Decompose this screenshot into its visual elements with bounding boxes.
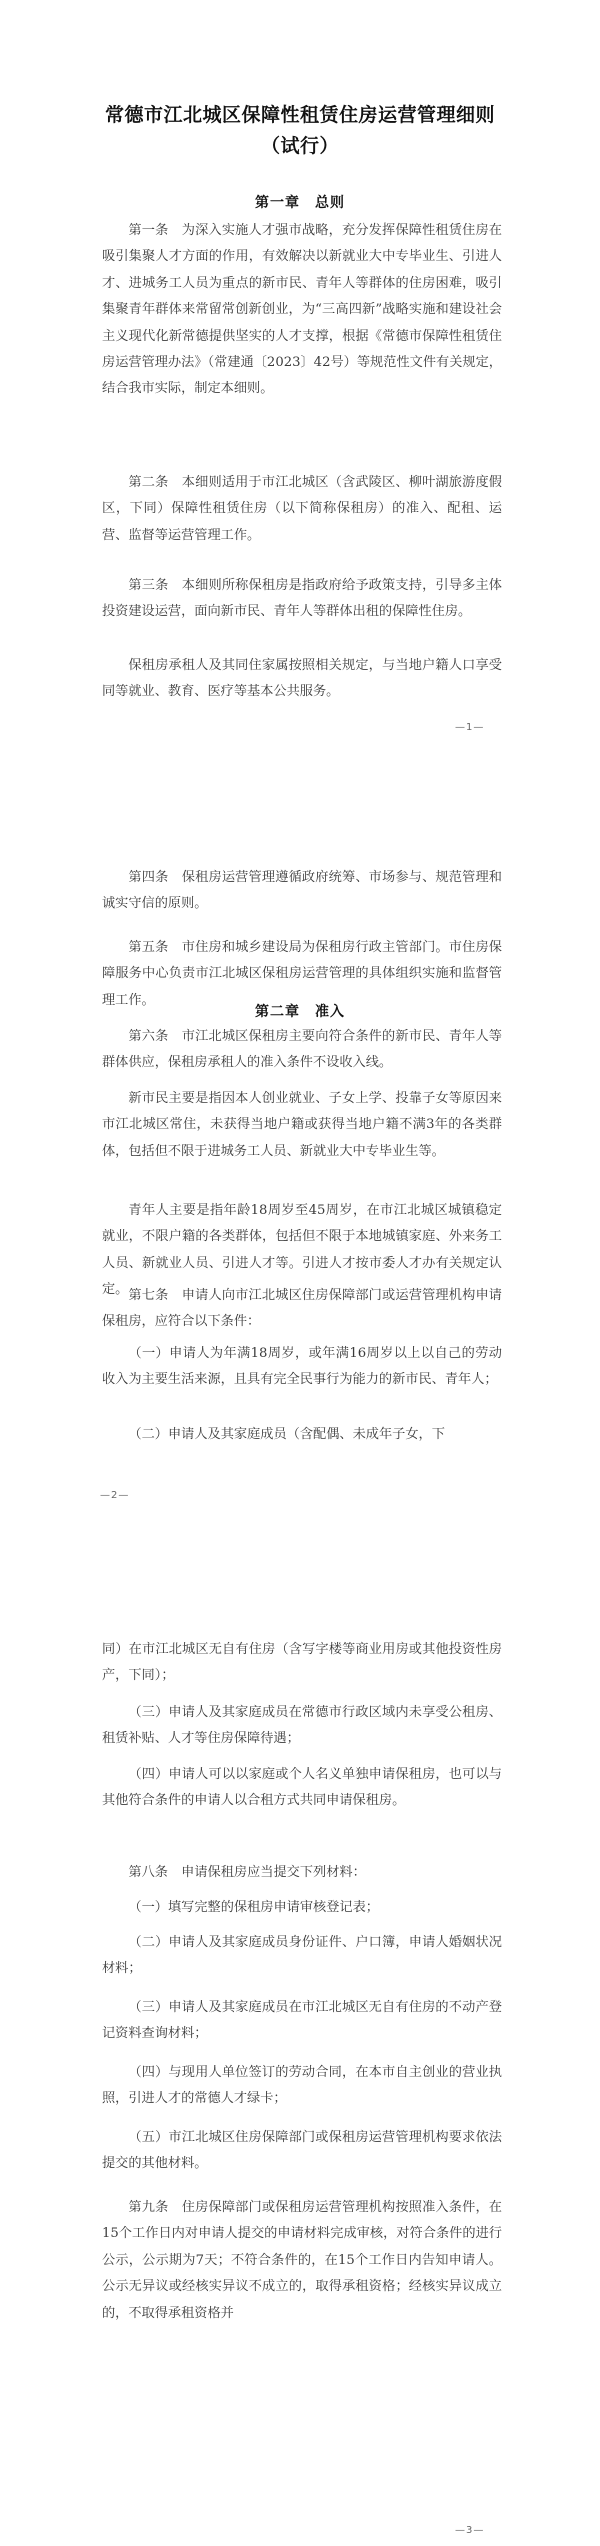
document-title-line1: 常德市江北城区保障性租赁住房运营管理细则: [104, 104, 495, 126]
article-8: 第八条 申请保租房应当提交下列材料：: [128, 1865, 366, 1880]
article-2: 第二条 本细则适用于市江北城区（含武陵区、柳叶湖旅游度假区，下同）保障性租赁住房（以下简称保租房）的准入、配租、运营、监督等运营管理工作。: [102, 475, 502, 543]
article-4: 第四条 保租房运营管理遵循政府统筹、市场参与、规范管理和诚实守信的原则。: [102, 870, 502, 912]
chapter-heading-2: 第二章 准入: [255, 1004, 345, 1020]
article-7-item-4: （四）申请人可以以家庭或个人名义单独申请保租房，也可以与其他符合条件的申请人以合租方式共同申请保租房。: [102, 1767, 502, 1809]
article-8-item-2: （二）申请人及其家庭成员身份证件、户口簿，申请人婚姻状况材料；: [102, 1935, 502, 1977]
page-number-3: —3—: [455, 2525, 485, 2536]
article-1: 第一条 为深入实施人才强市战略，充分发挥保障性租赁住房在吸引集聚人才方面的作用，有效解决以新就业大中专毕业生、引进人才、进城务工人员为重点的新市民、青年人等群体的住房困难，吸引集聚青年群体来常留常创新创业，为“三高四新”战略实施和建设社会主义现代化新常德提供坚实的人才支撑，根据《常德市保障性租赁住房运营管理办法》（常建通〔2023〕42号）等规范性文件有关规定，结合我市实际，制定本细则。: [102, 223, 502, 397]
page-number-2: —2—: [100, 1490, 130, 1501]
article-3-paragraph: 保租房承租人及其同住家属按照相关规定，与当地户籍人口享受同等就业、教育、医疗等基本公共服务。: [102, 658, 502, 700]
article-9: 第九条 住房保障部门或保租房运营管理机构按照准入条件，在15个工作日内对申请人提交的申请材料完成审核，对符合条件的进行公示，公示期为7天；不符合条件的，在15个工作日内告知申请人。公示无异议或经核实异议不成立的，取得承租资格；经核实异议成立的，不取得承租资格并: [102, 2200, 502, 2321]
article-7: 第七条 申请人向市江北城区住房保障部门或运营管理机构申请保租房，应符合以下条件：: [102, 1288, 502, 1330]
article-5: 第五条 市住房和城乡建设局为保租房行政主管部门。市住房保障服务中心负责市江北城区保租房运营管理的具体组织实施和监督管理工作。: [102, 940, 502, 1008]
article-3: 第三条 本细则所称保租房是指政府给予政策支持，引导多主体投资建设运营，面向新市民、青年人等群体出租的保障性住房。: [102, 578, 502, 620]
article-8-item-5: （五）市江北城区住房保障部门或保租房运营管理机构要求依法提交的其他材料。: [102, 2130, 502, 2172]
article-7-item-1: （一）申请人为年满18周岁，或年满16周岁以上以自己的劳动收入为主要生活来源，且具有完全民事行为能力的新市民、青年人；: [102, 1346, 502, 1388]
article-7-item-2-start: （二）申请人及其家庭成员（含配偶、未成年子女，下: [128, 1427, 445, 1442]
article-6: 第六条 市江北城区保租房主要向符合条件的新市民、青年人等群体供应，保租房承租人的准入条件不设收入线。: [102, 1029, 502, 1071]
article-6-young-people: 青年人主要是指年龄18周岁至45周岁，在市江北城区城镇稳定就业，不限户籍的各类群体，包括但不限于本地城镇家庭、外来务工人员、新就业人员、引进人才等。引进人才按市委人才办有关规定认定。: [102, 1203, 502, 1298]
article-8-item-3: （三）申请人及其家庭成员在市江北城区无自有住房的不动产登记资料查询材料；: [102, 2000, 502, 2042]
chapter-heading-1: 第一章 总则: [255, 195, 345, 211]
article-8-item-4: （四）与现用人单位签订的劳动合同，在本市自主创业的营业执照，引进人才的常德人才绿卡；: [102, 2065, 502, 2107]
page-number-1: —1—: [455, 722, 485, 733]
article-7-item-3: （三）申请人及其家庭成员在常德市行政区域内未享受公租房、租赁补贴、人才等住房保障待遇；: [102, 1705, 502, 1747]
article-6-new-citizens: 新市民主要是指因本人创业就业、子女上学、投靠子女等原因来市江北城区常住，未获得当地户籍或获得当地户籍不满3年的各类群体，包括但不限于进城务工人员、新就业大中专毕业生等。: [102, 1091, 502, 1159]
document-title-line2: （试行）: [260, 135, 339, 157]
article-8-item-1: （一）填写完整的保租房申请审核登记表；: [128, 1900, 379, 1915]
article-7-item-2-continued: 同）在市江北城区无自有住房（含写字楼等商业用房或其他投资性房产，下同）；: [102, 1642, 502, 1684]
